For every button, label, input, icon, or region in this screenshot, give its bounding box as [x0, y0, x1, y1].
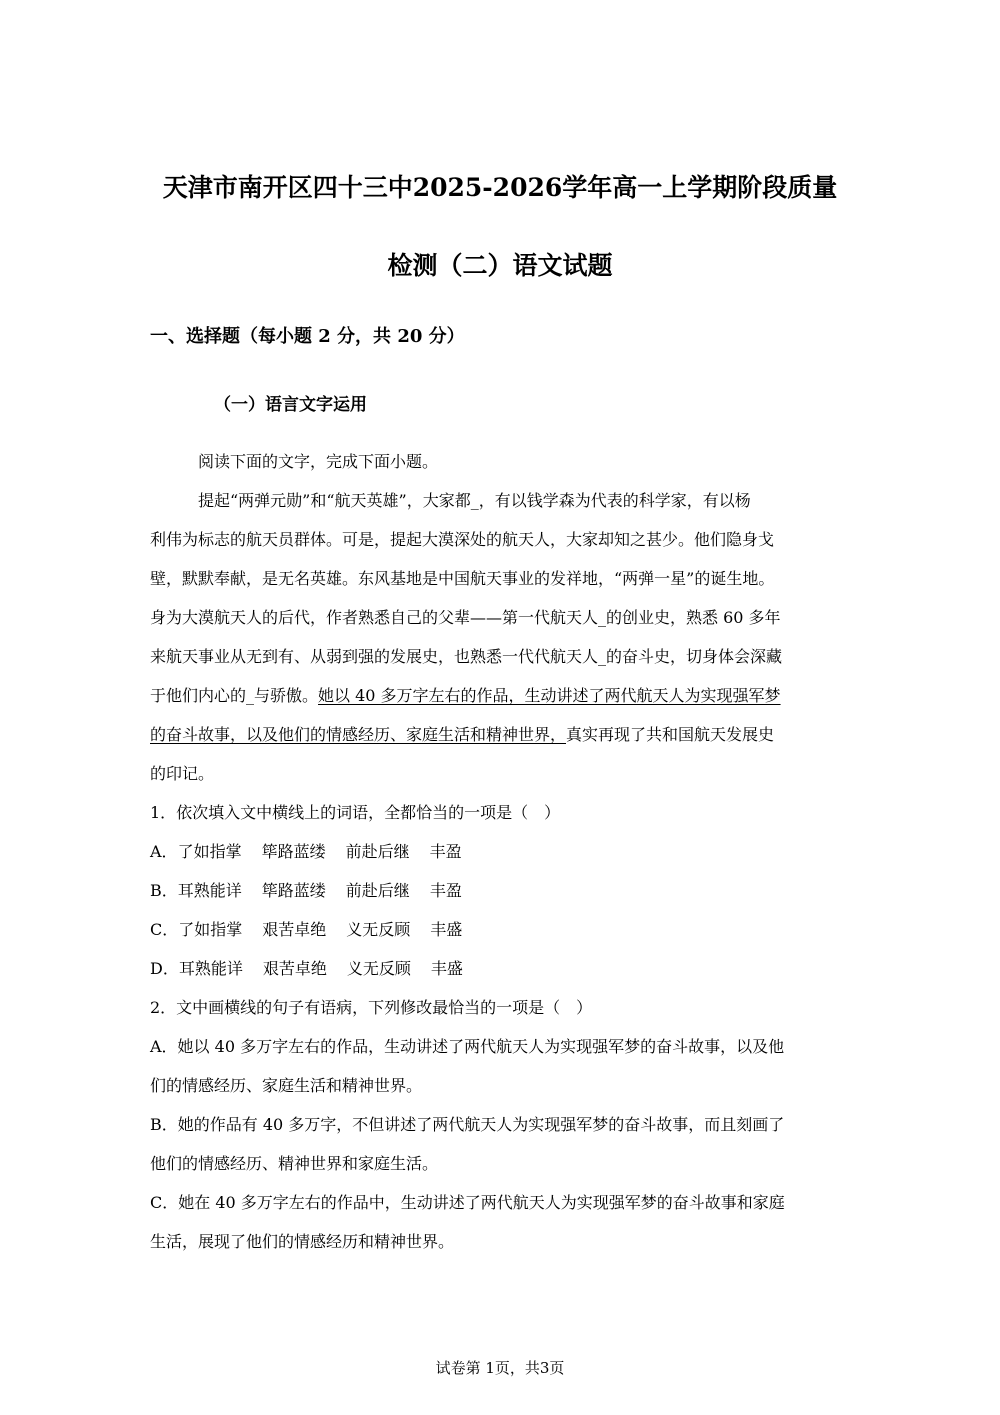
option-word: 筚路蓝缕 — [261, 881, 326, 900]
option-word: 筚路蓝缕 — [261, 842, 326, 861]
option-word: 艰苦卓绝 — [262, 959, 327, 978]
question-2-option-c: C．她在 40 多万字左右的作品中，生动讲述了两代航天人为实现强军梦的奋斗故事和家庭 — [150, 1193, 785, 1212]
passage-line — [150, 715, 850, 754]
option-word: 耳熟能详 — [177, 881, 242, 900]
question-2-option-b: B．她的作品有 40 多万字，不但讲述了两代航天人为实现强军梦的奋斗故事，而且刻画了 — [150, 1115, 785, 1134]
option-word: 义无反顾 — [346, 920, 411, 939]
question-1-stem: 1．依次填入文中横线上的词语，全都恰当的一项是（ ） — [150, 803, 561, 822]
underlined-sentence: 的奋斗故事，以及他们的情感经历、家庭生活和精神世界， — [150, 725, 567, 744]
option-label: C． — [150, 920, 179, 939]
exam-title-line-1: 天津市南开区四十三中2025-2026学年高一上学期阶段质量 — [162, 173, 838, 202]
passage-line: 来航天事业从无到有、从弱到强的发展史，也熟悉一代代航天人_的奋斗史，切身体会深藏 — [150, 647, 783, 666]
option-label: A． — [150, 842, 178, 861]
question-2-option-a-cont: 们的情感经历、家庭生活和精神世界。 — [150, 1076, 423, 1095]
option-word: 了如指掌 — [177, 842, 242, 861]
exam-title-line-2: 检测（二）语文试题 — [387, 251, 613, 280]
passage-line: 壁，默默奉献，是无名英雄。东风基地是中国航天事业的发祥地，“两弹一星”的诞生地。 — [150, 569, 775, 588]
underlined-sentence: 她以 40 多万字左右的作品，生动讲述了两代航天人为实现强军梦 — [318, 686, 781, 705]
question-body — [150, 442, 850, 1261]
passage-line: 身为大漠航天人的后代，作者熟悉自己的父辈——第一代航天人_的创业史，熟悉 60 多年 — [150, 608, 781, 627]
option-word: 前赴后继 — [345, 842, 410, 861]
passage-line: 的印记。 — [150, 764, 215, 783]
option-label: D． — [150, 959, 179, 978]
question-1-option-d — [150, 949, 850, 988]
question-2-stem: 2．文中画横线的句子有语病，下列修改最恰当的一项是（ ） — [150, 998, 593, 1017]
question-2-option-b-cont: 他们的情感经历、精神世界和家庭生活。 — [150, 1154, 439, 1173]
question-2-option-a: A．她以 40 多万字左右的作品，生动讲述了两代航天人为实现强军梦的奋斗故事，以及他 — [150, 1037, 785, 1056]
passage-line: 提起“两弹元勋”和“航天英雄”，大家都_，有以钱学森为代表的科学家，有以杨 — [198, 491, 751, 510]
passage-line — [150, 676, 850, 715]
option-word: 了如指掌 — [178, 920, 243, 939]
section-heading: 一、选择题（每小题 2 分，共 20 分） — [150, 326, 465, 347]
option-word: 艰苦卓绝 — [262, 920, 327, 939]
passage-line: 利伟为标志的航天员群体。可是，提起大漠深处的航天人，大家却知之甚少。他们隐身戈 — [150, 530, 775, 549]
question-1-option-a — [150, 832, 850, 871]
instruction-text: 阅读下面的文字，完成下面小题。 — [198, 452, 439, 471]
option-word: 义无反顾 — [346, 959, 411, 978]
passage-text: 真实再现了共和国航天发展史 — [566, 725, 775, 744]
option-word: 丰盛 — [430, 920, 463, 939]
question-1-option-c — [150, 910, 850, 949]
question-2-option-c-cont: 生活，展现了他们的情感经历和精神世界。 — [150, 1232, 455, 1251]
option-word: 丰盈 — [429, 842, 462, 861]
option-label: B． — [150, 881, 178, 900]
subsection-heading: （一）语言文字运用 — [214, 395, 367, 415]
passage-text: 于他们内心的_与骄傲。 — [150, 686, 319, 705]
question-1-option-b — [150, 871, 850, 910]
option-word: 丰盛 — [430, 959, 463, 978]
option-word: 前赴后继 — [345, 881, 410, 900]
page-footer: 试卷第 1页，共3页 — [435, 1359, 565, 1377]
option-word: 耳熟能详 — [178, 959, 243, 978]
option-word: 丰盈 — [429, 881, 462, 900]
